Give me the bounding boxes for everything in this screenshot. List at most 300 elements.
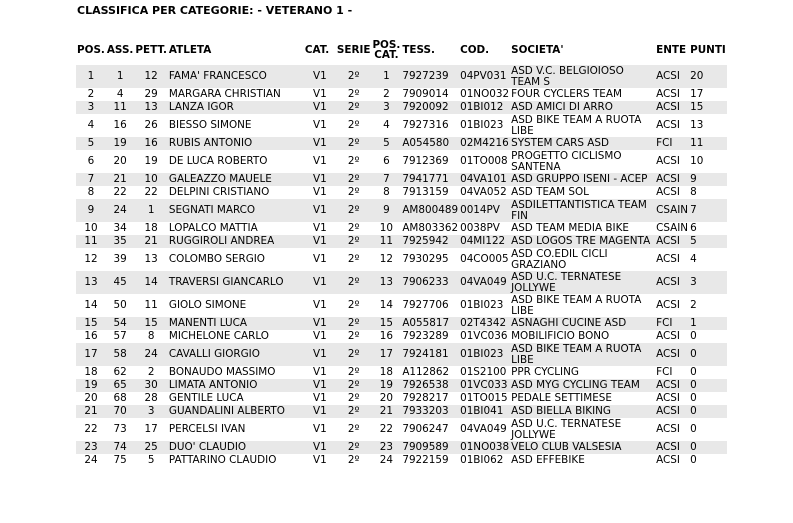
cell-punti: 4: [690, 253, 697, 265]
cell-ass: 54: [106, 317, 135, 330]
cell-cat: V1: [313, 222, 327, 234]
table-row: [76, 317, 727, 330]
cell-societa: ASD V.C. BELGIOIOSO TEAM S: [510, 65, 655, 88]
cell-ente: ACSI: [655, 379, 689, 392]
cell-societa: ASD BIKE TEAM A RUOTA LIBE: [511, 114, 642, 137]
cell-cod: 04VA049: [460, 423, 507, 435]
table-row: [76, 441, 727, 454]
cell-punti: 0: [690, 330, 697, 342]
cell-pos: 20: [84, 392, 98, 404]
cell-punti: 0: [690, 366, 697, 378]
cell-punti: 6: [690, 222, 697, 234]
cell-ass: 11: [106, 101, 135, 114]
cell-ente: CSAIN: [655, 199, 689, 222]
cell-pos-cat: 24: [379, 454, 393, 466]
cell-serie: 2º: [336, 317, 372, 330]
cell-cod: 0014PV: [459, 199, 510, 222]
cell-pos-cat: 1: [371, 65, 401, 88]
cell-pett: 8: [147, 330, 155, 342]
cell-cod: 04MI122: [459, 235, 510, 248]
cell-serie: 2º: [347, 299, 360, 311]
cell-cat: V1: [313, 253, 327, 265]
standings-table: [76, 38, 727, 467]
cell-pos-cat: 19: [371, 379, 401, 392]
cell-atleta: GIOLO SIMONE: [168, 299, 247, 311]
table-row: [76, 114, 727, 137]
cell-cat: V1: [304, 101, 336, 114]
header-pos-cat-line1: POS.: [372, 39, 401, 51]
cell-tess: 7920092: [401, 101, 459, 114]
cell-ente: FCI: [656, 366, 673, 378]
cell-pett: 26: [144, 119, 158, 131]
cell-pett: 2: [147, 366, 155, 378]
cell-atleta: PERCELSI IVAN: [168, 423, 246, 435]
cell-pett: 14: [134, 271, 168, 294]
cell-punti: 3: [689, 271, 727, 294]
cell-pett: 22: [144, 186, 158, 198]
cell-pett: 10: [134, 173, 168, 186]
cell-pett: 17: [144, 423, 158, 435]
cell-cat: V1: [313, 454, 327, 466]
cell-pett: 28: [144, 392, 158, 404]
cell-tess: AM800489: [401, 199, 459, 222]
cell-ente: ACSI: [655, 405, 689, 418]
table-row: [76, 343, 727, 366]
table-row: [76, 248, 727, 271]
cell-societa: ASD BIKE TEAM A RUOTA LIBE: [510, 343, 655, 366]
cell-societa: ASD EFFEBIKE: [511, 454, 585, 466]
cell-tess: 7906233: [401, 271, 459, 294]
cell-societa: VELO CLUB VALSESIA: [510, 441, 655, 454]
cell-pos: 18: [84, 366, 98, 378]
cell-cat: V1: [313, 119, 327, 131]
cell-pett: 1: [134, 199, 168, 222]
cell-punti: 10: [690, 155, 704, 167]
cell-cat: V1: [304, 137, 336, 150]
cell-tess: 7930295: [402, 253, 449, 265]
cell-atleta: SEGNATI MARCO: [168, 199, 304, 222]
cell-cod: 01BI023: [459, 343, 510, 366]
cell-pos-cat: 23: [371, 441, 401, 454]
cell-tess: 7909589: [401, 441, 459, 454]
cell-pos: 1: [76, 65, 106, 88]
cell-atleta: GALEAZZO MAUELE: [168, 173, 304, 186]
cell-ass: 34: [113, 222, 127, 234]
cell-cat: V1: [304, 441, 336, 454]
cell-punti: 17: [690, 88, 704, 100]
cell-pos-cat: 15: [371, 317, 401, 330]
cell-ente: FCI: [655, 137, 689, 150]
table-row: [76, 294, 727, 317]
cell-pos: 3: [76, 101, 106, 114]
cell-pos: 24: [84, 454, 98, 466]
cell-cod: 01VC033: [459, 379, 510, 392]
cell-pos: 23: [76, 441, 106, 454]
cell-serie: 2º: [347, 454, 360, 466]
cell-ass: 20: [113, 155, 127, 167]
cell-serie: 2º: [336, 379, 372, 392]
cell-serie: 2º: [347, 222, 360, 234]
cell-punti: 0: [689, 379, 727, 392]
page-title: CLASSIFICA PER CATEGORIE: - VETERANO 1 -: [77, 4, 353, 17]
cell-punti: 20: [689, 65, 727, 88]
cell-pos: 12: [84, 253, 98, 265]
cell-cat: V1: [304, 173, 336, 186]
cell-cod: 01TO008: [460, 155, 508, 167]
cell-cod: 01S2100: [460, 366, 507, 378]
cell-atleta: MANENTI LUCA: [168, 317, 304, 330]
cell-pos: 22: [84, 423, 98, 435]
cell-cod: 01TO015: [460, 392, 508, 404]
cell-tess: 7927706: [402, 299, 449, 311]
cell-punti: 7: [689, 199, 727, 222]
cell-tess: A112862: [402, 366, 450, 378]
cell-ass: 57: [113, 330, 127, 342]
cell-societa: PEDALE SETTIMESE: [511, 392, 612, 404]
cell-atleta: RUGGIROLI ANDREA: [168, 235, 304, 248]
cell-serie: 2º: [347, 366, 360, 378]
cell-atleta: GENTILE LUCA: [168, 392, 244, 404]
cell-tess: 7927316: [402, 119, 449, 131]
cell-cat: V1: [304, 199, 336, 222]
cell-pett: 16: [134, 137, 168, 150]
cell-cod: 01NO032: [460, 88, 510, 100]
cell-pett: 24: [134, 343, 168, 366]
cell-atleta: LIMATA ANTONIO: [168, 379, 304, 392]
cell-cod: 04PV031: [459, 65, 510, 88]
table-row: [76, 379, 727, 392]
header-pett: PETT.: [135, 43, 167, 56]
cell-serie: 2º: [347, 330, 360, 342]
cell-ass: 70: [106, 405, 135, 418]
cell-tess: 7922159: [402, 454, 449, 466]
cell-serie: 2º: [336, 235, 372, 248]
cell-pos: 14: [84, 299, 98, 311]
cell-tess: 7924181: [401, 343, 459, 366]
cell-ass: 35: [106, 235, 135, 248]
table-row: [76, 454, 727, 467]
header-ass: ASS.: [106, 43, 134, 56]
cell-pos: 8: [87, 186, 95, 198]
header-pos: POS.: [77, 43, 105, 56]
cell-pett: 18: [144, 222, 158, 234]
header-cod: COD.: [460, 43, 490, 56]
cell-atleta: MARGARA CHRISTIAN: [168, 88, 281, 100]
cell-pos-cat: 11: [371, 235, 401, 248]
cell-pos: 13: [76, 271, 106, 294]
cell-atleta: MICHELONE CARLO: [168, 330, 269, 342]
cell-societa: ASD MYG CYCLING TEAM: [510, 379, 655, 392]
cell-pos-cat: 14: [379, 299, 393, 311]
cell-societa: ASNAGHI CUCINE ASD: [510, 317, 655, 330]
cell-ass: 75: [113, 454, 127, 466]
header-pos-cat: [371, 38, 401, 62]
cell-pos-cat: 10: [379, 222, 393, 234]
cell-pos-cat: 22: [379, 423, 393, 435]
cell-serie: 2º: [336, 405, 372, 418]
cell-serie: 2º: [336, 137, 372, 150]
cell-cat: V1: [313, 366, 327, 378]
cell-cod: 04VA101: [459, 173, 510, 186]
cell-cat: V1: [313, 423, 327, 435]
cell-societa: ASD GRUPPO ISENI - ACEP: [510, 173, 655, 186]
cell-pos-cat: 4: [383, 119, 390, 131]
header-pos-cat-line2: CAT.: [374, 49, 399, 61]
cell-pett: 12: [134, 65, 168, 88]
cell-societa: ASD TEAM SOL: [511, 186, 589, 198]
cell-ass: 1: [106, 65, 135, 88]
cell-serie: 2º: [347, 119, 360, 131]
cell-tess: 7933203: [401, 405, 459, 418]
header-ente: ENTE: [656, 43, 687, 56]
cell-pett: 11: [144, 299, 158, 311]
cell-atleta: BONAUDO MASSIMO: [168, 366, 276, 378]
header-punti: PUNTI: [690, 43, 726, 56]
cell-punti: 9: [689, 173, 727, 186]
cell-pos-cat: 18: [379, 366, 393, 378]
cell-ente: ACSI: [656, 186, 680, 198]
cell-serie: 2º: [336, 173, 372, 186]
cell-pett: 5: [147, 454, 155, 466]
table-body: [76, 62, 727, 467]
cell-ente: ACSI: [655, 441, 689, 454]
cell-pos-cat: 7: [371, 173, 401, 186]
cell-punti: 11: [689, 137, 727, 150]
cell-pos-cat: 17: [371, 343, 401, 366]
cell-societa: SYSTEM CARS ASD: [510, 137, 655, 150]
cell-ente: ACSI: [656, 454, 680, 466]
table-row: [76, 150, 727, 173]
cell-pos: 2: [87, 88, 95, 100]
cell-tess: A055817: [401, 317, 459, 330]
cell-pos: 7: [76, 173, 106, 186]
cell-ente: ACSI: [655, 235, 689, 248]
header-atleta: ATLETA: [168, 43, 212, 56]
cell-pos: 15: [76, 317, 106, 330]
cell-tess: 7923289: [402, 330, 449, 342]
cell-pett: 21: [134, 235, 168, 248]
cell-cod: 04CO005: [460, 253, 509, 265]
cell-societa: ASD U.C. TERNATESE JOLLYWE: [511, 418, 622, 441]
cell-societa: ASD BIELLA BIKING: [510, 405, 655, 418]
header-cat: CAT.: [304, 43, 330, 56]
cell-pos-cat: 20: [379, 392, 393, 404]
cell-ente: ACSI: [655, 271, 689, 294]
cell-pett: 13: [144, 253, 158, 265]
cell-societa: PPR CYCLING: [511, 366, 579, 378]
cell-ente: ACSI: [656, 330, 680, 342]
cell-societa: ASD AMICI DI ARRO: [510, 101, 655, 114]
table-row: [76, 186, 727, 199]
cell-serie: 2º: [336, 65, 372, 88]
table-row: [76, 173, 727, 186]
cell-punti: 0: [689, 441, 727, 454]
cell-atleta: CAVALLI GIORGIO: [168, 343, 304, 366]
table-row: [76, 222, 727, 235]
cell-ass: 74: [106, 441, 135, 454]
cell-pett: 3: [134, 405, 168, 418]
cell-punti: 2: [690, 299, 697, 311]
table-row: [76, 405, 727, 418]
cell-ass: 62: [113, 366, 127, 378]
table-header: [76, 38, 727, 62]
cell-punti: 0: [689, 405, 727, 418]
cell-serie: 2º: [336, 271, 372, 294]
cell-pos-cat: 13: [371, 271, 401, 294]
cell-cat: V1: [304, 65, 336, 88]
table-row: [76, 88, 727, 101]
cell-pos-cat: 8: [383, 186, 390, 198]
cell-ente: ACSI: [655, 343, 689, 366]
cell-cat: V1: [313, 392, 327, 404]
cell-punti: 5: [689, 235, 727, 248]
cell-societa: PROGETTO CICLISMO SANTENA: [511, 150, 622, 173]
cell-pos: 19: [76, 379, 106, 392]
cell-pos: 5: [76, 137, 106, 150]
cell-cat: V1: [304, 405, 336, 418]
cell-ente: ACSI: [656, 88, 680, 100]
cell-pett: 30: [134, 379, 168, 392]
cell-cat: V1: [304, 317, 336, 330]
cell-cod: 02T4342: [459, 317, 510, 330]
cell-tess: 7928217: [402, 392, 449, 404]
cell-cod: 04VA052: [460, 186, 507, 198]
cell-pett: 15: [134, 317, 168, 330]
cell-tess: 7913159: [402, 186, 449, 198]
cell-cat: V1: [313, 330, 327, 342]
cell-ass: 50: [113, 299, 127, 311]
cell-pett: 19: [144, 155, 158, 167]
cell-pos: 11: [76, 235, 106, 248]
cell-punti: 0: [690, 423, 697, 435]
cell-ass: 21: [106, 173, 135, 186]
cell-societa: MOBILIFICIO BONO: [511, 330, 610, 342]
cell-tess: AM803362: [402, 222, 459, 234]
cell-societa: ASDILETTANTISTICA TEAM FIN: [510, 199, 655, 222]
cell-pos-cat: 6: [383, 155, 390, 167]
cell-atleta: BIESSO SIMONE: [168, 119, 252, 131]
cell-cat: V1: [304, 343, 336, 366]
table-row: [76, 392, 727, 405]
cell-cod: 01NO038: [460, 441, 510, 453]
cell-atleta: DE LUCA ROBERTO: [168, 155, 268, 167]
cell-ente: ACSI: [656, 119, 680, 131]
cell-atleta: LOPALCO MATTIA: [168, 222, 258, 234]
cell-ass: 22: [113, 186, 127, 198]
table-row: [76, 330, 727, 343]
cell-ente: ACSI: [655, 173, 689, 186]
cell-pos: 10: [84, 222, 98, 234]
cell-punti: 13: [690, 119, 704, 131]
cell-societa: ASD CO.EDIL CICLI GRAZIANO: [511, 248, 608, 271]
table-row: [76, 101, 727, 114]
cell-ass: 73: [113, 423, 127, 435]
cell-tess: 7912369: [402, 155, 449, 167]
cell-ente: ACSI: [655, 101, 689, 114]
cell-ente: FCI: [655, 317, 689, 330]
cell-punti: 0: [690, 454, 697, 466]
cell-ass: 24: [106, 199, 135, 222]
cell-atleta: GUANDALINI ALBERTO: [168, 405, 304, 418]
cell-serie: 2º: [347, 88, 360, 100]
cell-ente: ACSI: [656, 299, 680, 311]
cell-serie: 2º: [336, 101, 372, 114]
cell-serie: 2º: [336, 199, 372, 222]
cell-cat: V1: [313, 88, 327, 100]
cell-societa: ASD LOGOS TRE MAGENTA: [510, 235, 655, 248]
cell-punti: 1: [689, 317, 727, 330]
cell-cod: 01BI041: [459, 405, 510, 418]
cell-pos-cat: 5: [371, 137, 401, 150]
cell-tess: A054580: [401, 137, 459, 150]
cell-serie: 2º: [347, 392, 360, 404]
cell-ass: 68: [113, 392, 127, 404]
cell-atleta: COLOMBO SERGIO: [168, 253, 265, 265]
cell-ass: 39: [113, 253, 127, 265]
cell-atleta: RUBIS ANTONIO: [168, 137, 304, 150]
cell-ass: 58: [106, 343, 135, 366]
cell-ente: CSAIN: [656, 222, 689, 234]
cell-pos: 17: [76, 343, 106, 366]
cell-pos-cat: 21: [371, 405, 401, 418]
cell-tess: 7925942: [401, 235, 459, 248]
cell-cod: 01BI023: [460, 119, 504, 131]
table-row: [76, 65, 727, 88]
table-row: [76, 199, 727, 222]
cell-cat: V1: [313, 186, 327, 198]
table-row: [76, 235, 727, 248]
cell-punti: 0: [689, 343, 727, 366]
cell-tess: 7926538: [401, 379, 459, 392]
cell-pett: 13: [134, 101, 168, 114]
cell-pos-cat: 12: [379, 253, 393, 265]
cell-atleta: LANZA IGOR: [168, 101, 304, 114]
cell-tess: 7941771: [401, 173, 459, 186]
header-serie: SERIE: [336, 43, 371, 56]
cell-pos: 21: [76, 405, 106, 418]
cell-cod: 01BI062: [460, 454, 504, 466]
cell-ass: 45: [106, 271, 135, 294]
cell-pos-cat: 2: [383, 88, 390, 100]
cell-serie: 2º: [336, 441, 372, 454]
cell-serie: 2º: [347, 155, 360, 167]
cell-ente: ACSI: [656, 155, 680, 167]
cell-pos: 16: [84, 330, 98, 342]
table-row: [76, 137, 727, 150]
cell-pos-cat: 9: [371, 199, 401, 222]
cell-serie: 2º: [347, 253, 360, 265]
cell-atleta: TRAVERSI GIANCARLO: [168, 271, 304, 294]
cell-societa: FOUR CYCLERS TEAM: [511, 88, 622, 100]
cell-pett: 29: [144, 88, 158, 100]
cell-cod: 01BI012: [459, 101, 510, 114]
cell-tess: 7906247: [402, 423, 449, 435]
cell-tess: 7927239: [401, 65, 459, 88]
cell-cod: 04VA049: [459, 271, 510, 294]
cell-serie: 2º: [336, 343, 372, 366]
cell-ente: ACSI: [656, 392, 680, 404]
cell-serie: 2º: [347, 423, 360, 435]
header-societa: SOCIETA': [511, 43, 564, 56]
table-row: [76, 366, 727, 379]
cell-serie: 2º: [347, 186, 360, 198]
cell-cat: V1: [313, 299, 327, 311]
cell-cat: V1: [304, 235, 336, 248]
cell-cod: 01VC036: [460, 330, 508, 342]
cell-pos-cat: 3: [371, 101, 401, 114]
cell-pos: 4: [87, 119, 95, 131]
cell-atleta: FAMA' FRANCESCO: [168, 65, 304, 88]
